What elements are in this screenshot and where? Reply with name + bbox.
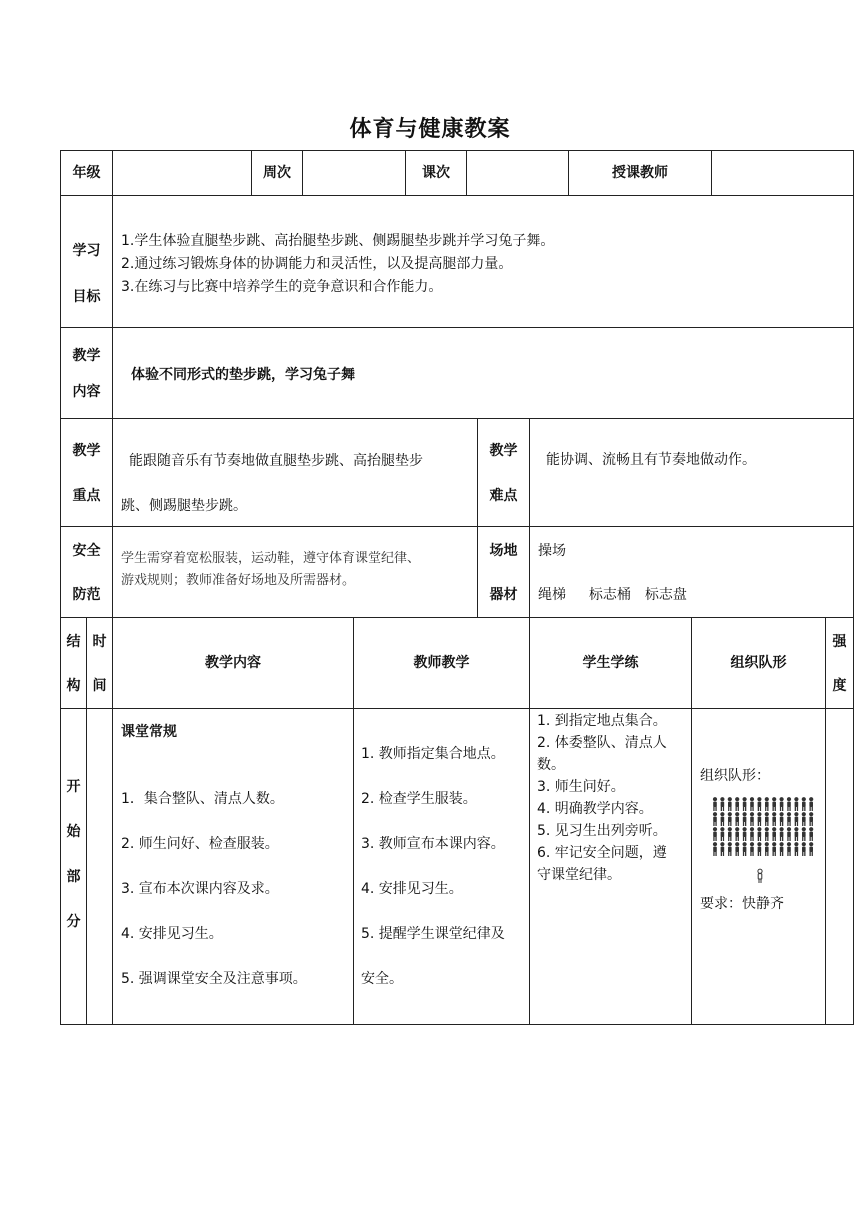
student-figure-icon: [809, 797, 813, 811]
student-figure-icon: [728, 812, 732, 826]
content-item: 3. 宣布本次课内容及求。: [121, 881, 279, 897]
student-item: 2. 体委整队、清点人: [537, 735, 667, 751]
teacher-item: 4. 安排见习生。: [361, 881, 463, 897]
opening-teacher: [353, 708, 530, 1025]
student-figure-icon: [787, 827, 791, 841]
content-text: 体验不同形式的垫步跳，学习兔子舞: [112, 327, 854, 419]
student-figure-icon: [720, 797, 724, 811]
student-figure-icon: [720, 827, 724, 841]
difficulties-text: 能协调、流畅且有节奏地做动作。: [529, 418, 854, 527]
student-figure-icon: [787, 797, 791, 811]
student-figure-icon: [787, 812, 791, 826]
student-figure-icon: [787, 842, 791, 856]
student-figure-icon: [809, 827, 813, 841]
teacher-header: 教师教学: [353, 617, 530, 709]
week-label: 周次: [251, 150, 303, 196]
student-figure-icon: [780, 827, 784, 841]
student-figure-icon: [794, 842, 798, 856]
student-figure-icon: [802, 827, 806, 841]
student-figure-icon: [750, 797, 754, 811]
student-figure-icon: [757, 797, 761, 811]
venue-site: 操场: [538, 543, 566, 559]
opening-content: [112, 708, 354, 1025]
student-item: 3. 师生问好。: [537, 779, 625, 795]
student-header: 学生学练: [529, 617, 692, 709]
content-item: 5. 强调课堂安全及注意事项。: [121, 971, 307, 987]
student-figure-icon: [750, 827, 754, 841]
student-figure-icon: [772, 827, 776, 841]
student-figure-icon: [735, 797, 739, 811]
opening-time: [86, 708, 113, 1025]
student-item: 6. 牢记安全问题，遵: [537, 845, 667, 861]
difficulties-label: 教学 难点: [477, 418, 530, 527]
student-figure-icon: [765, 812, 769, 826]
week-field[interactable]: [302, 150, 406, 196]
structure-header: 结 构: [60, 617, 87, 709]
student-figure-icon: [720, 842, 724, 856]
student-figure-icon: [757, 827, 761, 841]
venue-equipment: 绳梯 标志桶 标志盘: [538, 587, 687, 603]
content-label: 教学 内容: [60, 327, 113, 419]
teacher-item: 1. 教师指定集合地点。: [361, 746, 505, 762]
student-figure-icon: [713, 812, 717, 826]
student-figure-icon: [780, 842, 784, 856]
teacher-item: 5. 提醒学生课堂纪律及: [361, 926, 505, 942]
objectives-text: [112, 195, 854, 328]
student-figure-icon: [728, 842, 732, 856]
formation-label: 组织队形：: [700, 768, 770, 784]
student-figure-icon: [765, 797, 769, 811]
content-title: 课堂常规: [121, 724, 177, 740]
student-figure-icon: [794, 827, 798, 841]
student-figure-icon: [750, 842, 754, 856]
student-figure-icon: [757, 842, 761, 856]
student-figure-icon: [772, 842, 776, 856]
student-figure-icon: [735, 827, 739, 841]
student-item: 5. 见习生出列旁听。: [537, 823, 667, 839]
key-points-label: 教学 重点: [60, 418, 113, 527]
student-figure-icon: [728, 827, 732, 841]
student-figure-icon: [743, 827, 747, 841]
safety-label: 安全 防范: [60, 526, 113, 618]
student-figure-icon: [794, 797, 798, 811]
teacher-item: 2. 检查学生服装。: [361, 791, 477, 807]
student-figure-icon: [802, 812, 806, 826]
venue-label: 场地 器材: [477, 526, 530, 618]
student-figure-icon: [757, 812, 761, 826]
student-figure-icon: [809, 842, 813, 856]
student-figure-icon: [713, 842, 717, 856]
objective-item: 1.学生体验直腿垫步跳、高抬腿垫步跳、侧踢腿垫步跳并学习兔子舞。: [121, 233, 555, 249]
student-figure-icon: [765, 827, 769, 841]
student-figure-icon: [780, 797, 784, 811]
student-item: 守课堂纪律。: [537, 867, 621, 883]
student-figure-icon: [802, 842, 806, 856]
student-figure-icon: [794, 812, 798, 826]
opening-intensity: [825, 708, 854, 1025]
content-item: 1．集合整队、清点人数。: [121, 791, 284, 807]
student-figure-icon: [772, 797, 776, 811]
student-figure-icon: [713, 797, 717, 811]
time-header: 时 间: [86, 617, 113, 709]
student-figure-icon: [743, 797, 747, 811]
student-formation-icon: [710, 797, 820, 885]
student-item: 数。: [537, 757, 565, 773]
teacher-label: 授课教师: [568, 150, 712, 196]
content-header: 教学内容: [112, 617, 354, 709]
teacher-item: 安全。: [361, 971, 403, 987]
opening-student: [529, 708, 692, 1025]
objectives-label: 学习 目标: [60, 195, 113, 328]
student-figure-icon: [809, 812, 813, 826]
student-figure-icon: [743, 812, 747, 826]
content-item: 4. 安排见习生。: [121, 926, 223, 942]
student-figure-icon: [720, 812, 724, 826]
student-figure-icon: [743, 842, 747, 856]
content-item: 2. 师生问好、检查服装。: [121, 836, 279, 852]
student-figure-icon: [728, 797, 732, 811]
opening-formation: [691, 708, 826, 1025]
teacher-field[interactable]: [711, 150, 854, 196]
formation-header: 组织队形: [691, 617, 826, 709]
student-figure-icon: [735, 812, 739, 826]
student-figure-icon: [735, 842, 739, 856]
safety-text: 学生需穿着宽松服装，运动鞋，遵守体育课堂纪律、 游戏规则；教师准备好场地及所需器材。: [112, 526, 478, 618]
grade-field[interactable]: [112, 150, 252, 196]
key-points-text: 能跟随音乐有节奏地做直腿垫步跳、高抬腿垫步 跳、侧踢腿垫步跳。: [112, 418, 478, 527]
document-title: 体育与健康教案: [349, 117, 511, 142]
student-figure-icon: [802, 797, 806, 811]
objective-item: 2.通过练习锻炼身体的协调能力和灵活性，以及提高腿部力量。: [121, 256, 513, 272]
formation-requirement: 要求：快静齐: [700, 896, 784, 913]
student-figure-icon: [713, 827, 717, 841]
student-figure-icon: [780, 812, 784, 826]
opening-structure: 开 始 部 分: [60, 708, 87, 1025]
student-figure-icon: [772, 812, 776, 826]
student-item: 4. 明确教学内容。: [537, 801, 653, 817]
student-figure-icon: [765, 842, 769, 856]
objective-item: 3.在练习与比赛中培养学生的竞争意识和合作能力。: [121, 279, 443, 295]
student-item: 1. 到指定地点集合。: [537, 713, 667, 729]
grade-label: 年级: [60, 150, 113, 196]
venue-text: [529, 526, 854, 618]
lesson-label: 课次: [405, 150, 467, 196]
lesson-field[interactable]: [466, 150, 569, 196]
student-figure-icon: [750, 812, 754, 826]
intensity-header: 强 度: [825, 617, 854, 709]
teacher-item: 3. 教师宣布本课内容。: [361, 836, 505, 852]
